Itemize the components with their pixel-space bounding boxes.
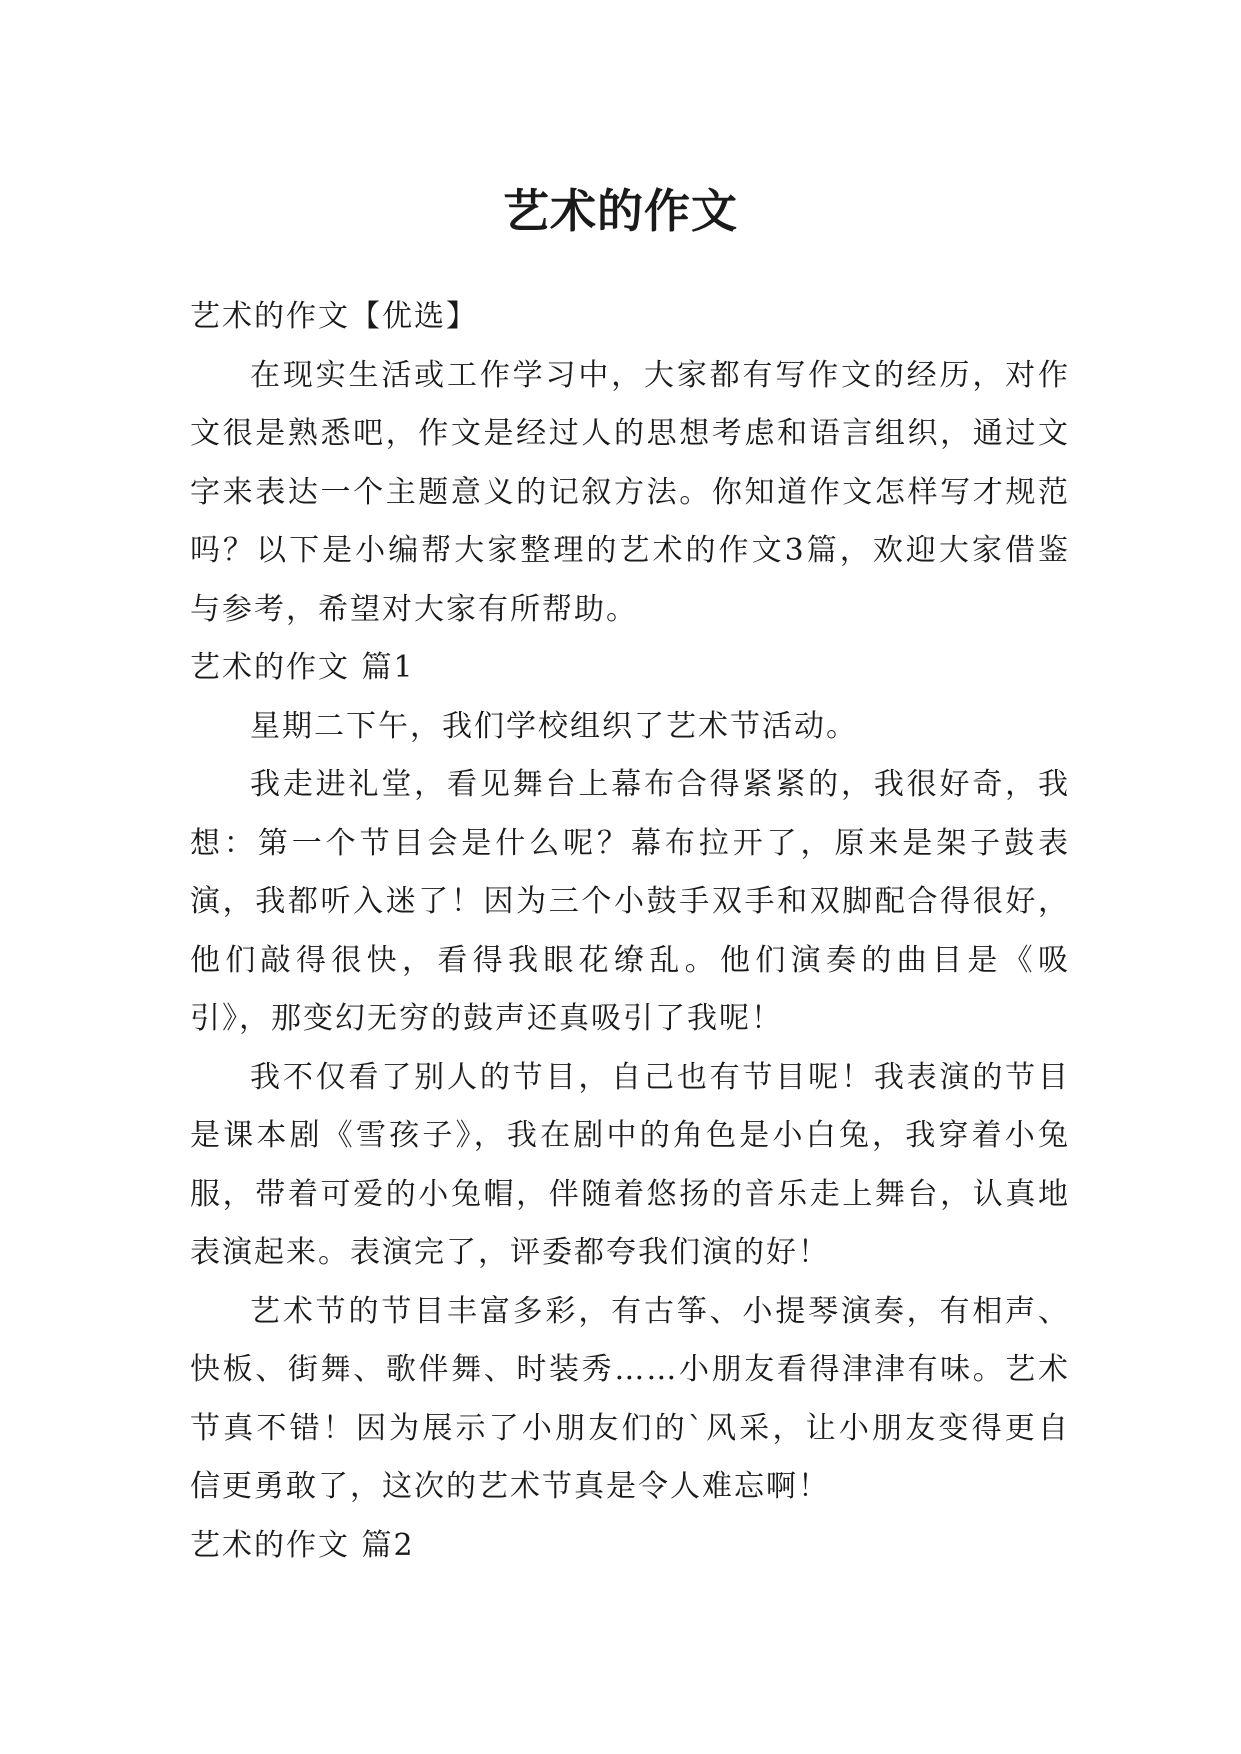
intro-paragraph: 在现实生活或工作学习中，大家都有写作文的经历，对作文很是熟悉吧，作文是经过人的思想考虑和语言组织，通过文字来表达一个主题意义的记叙方法。你知道作文怎样写才规范吗？以下是小编帮大家整理的艺术的作文3篇，欢迎大家借鉴与参考，希望对大家有所帮助。 — [190, 357, 1070, 627]
section-1-paragraph-3: 我不仅看了别人的节目，自己也有节目呢！我表演的节目是课本剧《雪孩子》，我在剧中的角色是小白兔，我穿着小兔服，带着可爱的小兔帽，伴随着悠扬的音乐走上舞台，认真地表演起来。表演完了，评委都夸我们演的好！ — [190, 1059, 1070, 1270]
section-1-paragraph-1: 星期二下午，我们学校组织了艺术节活动。 — [250, 708, 858, 744]
section-1-paragraph-2: 我走进礼堂，看见舞台上幕布合得紧紧的，我很好奇，我想：第一个节目会是什么呢？幕布拉开了，原来是架子鼓表演，我都听入迷了！因为三个小鼓手双手和双脚配合得很好，他们敲得很快，看得我眼花缭乱。他们演奏的曲目是《吸引》，那变幻无穷的鼓声还真吸引了我呢！ — [190, 767, 1070, 1036]
document-body — [190, 288, 1070, 1575]
section-1-paragraph-4: 艺术节的节目丰富多彩，有古筝、小提琴演奏，有相声、快板、街舞、歌伴舞、时装秀……小朋友看得津津有味。艺术节真不错！因为展示了小朋友们的`风采，让小朋友变得更自信更勇敢了，这次的艺术节真是令人难忘啊！ — [190, 1293, 1070, 1504]
section-heading-2: 艺术的作文 篇2 — [190, 1527, 415, 1563]
document-subtitle: 艺术的作文【优选】 — [190, 299, 478, 334]
section-heading-1: 艺术的作文 篇1 — [190, 650, 415, 685]
document-title: 艺术的作文 — [503, 183, 738, 238]
